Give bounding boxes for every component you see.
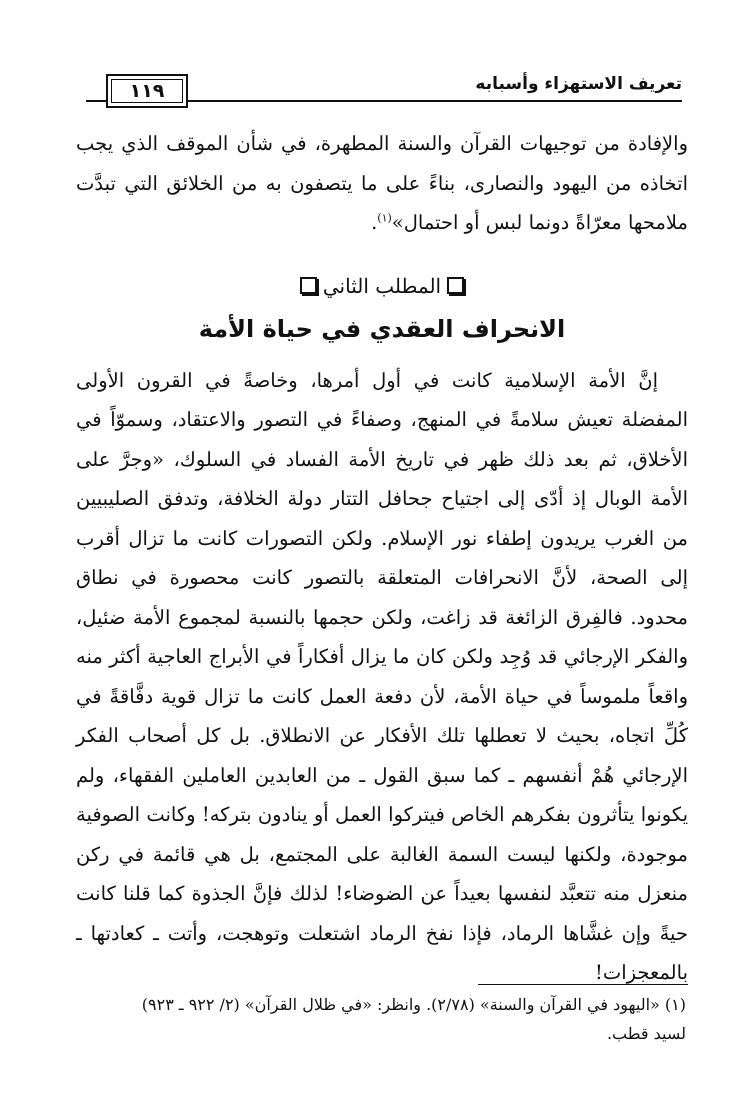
footnote-line: لسيد قطب. xyxy=(606,1024,686,1043)
intro-paragraph xyxy=(76,124,688,243)
footnote-line: (١) «اليهود في القرآن والسنة» (٢/٧٨). وانظر: «في ظلال القرآن» (٢/ ٩٢٢ ـ ٩٢٣) xyxy=(141,995,686,1014)
square-bullet-icon xyxy=(447,277,464,294)
footnote-marker: (١) xyxy=(377,211,392,225)
main-paragraph: إنَّ الأمة الإسلامية كانت في أول أمرها، وخاصةً في القرون الأولى المفضلة تعيش سلامةً في المنهج، وصفاءً في التصور والاعتقاد، وسموّاً في الأخلاق، ثم بعد ذلك ظهر في تاريخ الأمة الفساد في السلوك، «وجرَّ على الأمة الوبال إذ أدّى إلى اجتياح جحافل التتار دولة الخلافة، وتدفق الصليبيين من الغرب يريدون إطفاء نور الإسلام. ولكن التصورات كانت ما تزال أقرب إلى الصحة، لأنَّ الانحرافات المتعلقة بالتصور كانت محصورة في نطاق محدود. فالفِرق الزائغة قد زاغت، ولكن حجمها بالنسبة لمجموع الأمة ضئيل، والفكر الإرجائي قد وُجِد ولكن كان ما يزال أفكاراً في الأبراج العاجية أكثر منه واقعاً ملموساً في حياة الأمة، لأن دفعة العمل كانت ما تزال قوية دفَّاقةً في كُلِّ اتجاه، بحيث لا تعطلها تلك الأفكار عن الانطلاق. بل كل أصحاب الفكر الإرجائي هُمْ أنفسهم ـ كما سبق القول ـ من العابدين العاملين الفقهاء، ولم يكونوا يتأثرون بفكرهم الخاص فيتركوا العمل أو ينادون بتركه! وكانت الصوفية موجودة، ولكنها ليست السمة الغالبة على المجتمع، بل هي قائمة في ركن منعزل منه تتعبَّد لنفسها بعيداً عن الضوضاء! لذلك فإنَّ الجذوة كما قلنا كانت حيةً وإن غشَّاها الرماد، فإذا نفخ الرماد اشتعلت وتوهجت، وأتت ـ كعادتها ـ بالمعجزات! xyxy=(76,368,688,984)
footnotes xyxy=(60,990,686,1048)
running-title: تعريف الاستهزاء وأسبابه xyxy=(475,74,682,94)
footnote-divider xyxy=(478,984,688,985)
intro-paragraph-end: . xyxy=(371,211,378,234)
page-header xyxy=(86,64,682,114)
intro-paragraph-text: والإفادة من توجيهات القرآن والسنة المطهرة، في شأن الموقف الذي يجب اتخاذه من اليهود والنصارى، بناءً على ما يتصفون به من الخلائق التي تبدَّت ملامحها معرّاةً دونما لبس أو احتمال» xyxy=(76,132,688,234)
page-number: ١١٩ xyxy=(111,79,183,103)
main-text xyxy=(76,124,688,993)
section-label-text: المطلب الثاني xyxy=(322,273,442,298)
section-label xyxy=(76,269,688,303)
page-number-box xyxy=(106,74,188,108)
square-bullet-icon xyxy=(300,277,317,294)
section-title: الانحراف العقدي في حياة الأمة xyxy=(198,314,566,343)
